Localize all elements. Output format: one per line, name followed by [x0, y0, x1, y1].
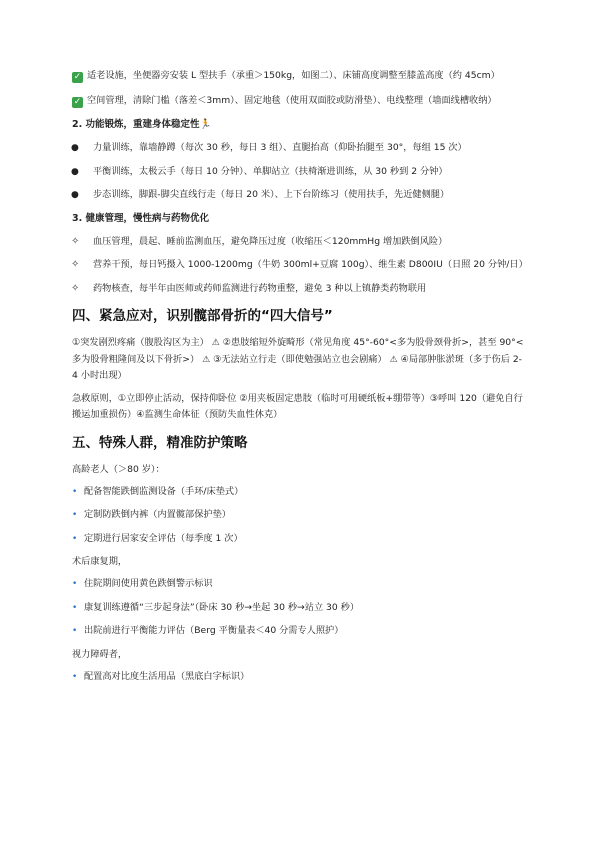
group-item	[72, 669, 524, 686]
fracture-signs-paragraph	[72, 335, 524, 385]
exercise-item	[72, 164, 524, 181]
small-bullet-icon: •	[72, 671, 78, 682]
env-item-text: 适老设施，坐便器旁安装 L 型扶手（承重＞150kg，如图二）、床铺高度调整至膝盖高度（约 45cm）	[87, 70, 500, 81]
health-item-text: 血压管理，晨起、睡前监测血压，避免降压过度（收缩压＜120mmHg 增加跌倒风险）	[93, 235, 448, 247]
group-item	[72, 576, 524, 593]
warning-triangle-icon: ⚠	[211, 338, 220, 348]
small-bullet-icon: •	[72, 579, 78, 589]
bullet-dot-icon: ●	[71, 143, 79, 153]
group-item-text: 康复训练遵循“三步起身法”（卧床 30 秒→坐起 30 秒→站立 30 秒）	[84, 601, 360, 613]
health-item	[71, 257, 528, 274]
group-item	[72, 623, 524, 640]
group-item-text: 定期进行居家安全评估（每季度 1 次）	[84, 532, 243, 544]
check-mark-icon: ✓	[73, 72, 82, 82]
exercise-item	[72, 187, 524, 204]
group-item-text: 配备智能跌倒监测设备（手环/床垫式）	[84, 485, 244, 497]
fracture-sign: ③无法站立行走（即使勉强站立也会剧痛）	[213, 353, 387, 365]
exercise-item	[72, 140, 524, 157]
group-item	[72, 507, 524, 524]
exercise-item-text: 力量训练，靠墙静蹲（每次 30 秒，每日 3 组）、直腿抬高（仰卧抬腿至 30°，每组 15 次）	[93, 142, 467, 153]
group-item	[72, 600, 524, 617]
group-item-text: 定制防跌倒内裤（内置髋部保护垫）	[84, 509, 231, 520]
exercise-subheading	[72, 117, 524, 133]
running-person-icon: 🏃	[199, 119, 212, 130]
fracture-sign: ④局部肿胀淤斑（多于伤后 2-4 小时出现）	[72, 353, 522, 381]
warning-triangle-icon: ⚠	[389, 354, 398, 365]
bullet-dot-icon: ●	[71, 190, 79, 200]
warning-triangle-icon: ⚠	[202, 354, 211, 365]
first-aid-paragraph: 急救原则，①立即停止活动，保持仰卧位 ②用夹板固定患肢（临时可用硬纸板+绷带等）③呼叫 120（避免自行搬运加重损伤）④监测生命体征（预防失血性休克）	[72, 392, 523, 420]
health-item-text: 营养干预，每日钙摄入 1000-1200mg（牛奶 300ml+豆腐 100g）、维生素 D800IU（日照 20 分钟/日）	[93, 259, 528, 270]
fracture-sign: ②患肢缩短外旋畸形（常见角度 45°-60°<多为股骨颈骨折>，甚至 90°<多为股骨粗隆间及以下骨折>）	[72, 337, 524, 365]
env-item-aging-facilities	[72, 68, 524, 85]
health-item	[72, 281, 524, 298]
health-subheading: 3. 健康管理，慢性病与药物优化	[72, 212, 210, 224]
group-item-text: 住院期间使用黄色跌倒警示标识	[84, 578, 213, 589]
special-groups-heading: 五、特殊人群，精准防护策略	[72, 434, 248, 451]
exercise-title: 2. 功能锻炼，重建身体稳定性	[72, 119, 200, 130]
group-item-text: 配置高对比度生活用品（黑底白字标识）	[84, 670, 250, 682]
health-item	[72, 234, 524, 251]
four-point-star-icon: ✧	[71, 282, 80, 294]
exercise-item-text: 步态训练，脚跟-脚尖直线行走（每日 20 米）、上下台阶练习（使用扶手，先近健侧腿）	[93, 189, 450, 200]
health-item-text: 药物核查，每半年由医师或药师监测进行药物重整，避免 3 种以上镇静类药物联用	[93, 282, 427, 294]
env-item-text: 空间管理，清除门槛（落差＜3mm）、固定地毯（使用双面胶或防滑垫）、电线整理（墙面线槽收纳）	[87, 94, 497, 106]
check-mark-icon: ✓	[73, 96, 82, 107]
four-point-star-icon: ✧	[71, 235, 80, 247]
small-bullet-icon: •	[72, 510, 78, 520]
four-point-star-icon: ✧	[71, 259, 80, 270]
group-label-postoperative: 术后康复期，	[72, 556, 128, 567]
group-item	[72, 484, 524, 501]
bullet-dot-icon: ●	[71, 166, 79, 177]
env-item-space-management	[72, 93, 524, 110]
small-bullet-icon: •	[72, 533, 78, 544]
small-bullet-icon: •	[72, 626, 78, 636]
document-content	[71, 68, 528, 692]
fracture-sign: ①突发剧烈疼痛（腹股沟区为主）	[72, 337, 209, 348]
group-item-text: 出院前进行平衡能力评估（Berg 平衡量表＜40 分需专人照护）	[84, 625, 344, 636]
group-label-visually-impaired: 视力障碍者，	[72, 648, 128, 660]
emergency-heading: 四、紧急应对，识别髋部骨折的“四大信号”	[72, 308, 333, 324]
group-label-elderly: 高龄老人（＞80 岁）：	[72, 463, 165, 475]
small-bullet-icon: •	[72, 602, 78, 613]
exercise-item-text: 平衡训练，太极云手（每日 10 分钟）、单脚站立（扶椅渐进训练，从 30 秒到 2 分钟）	[93, 165, 448, 177]
group-item	[72, 531, 524, 548]
small-bullet-icon: •	[72, 486, 78, 497]
